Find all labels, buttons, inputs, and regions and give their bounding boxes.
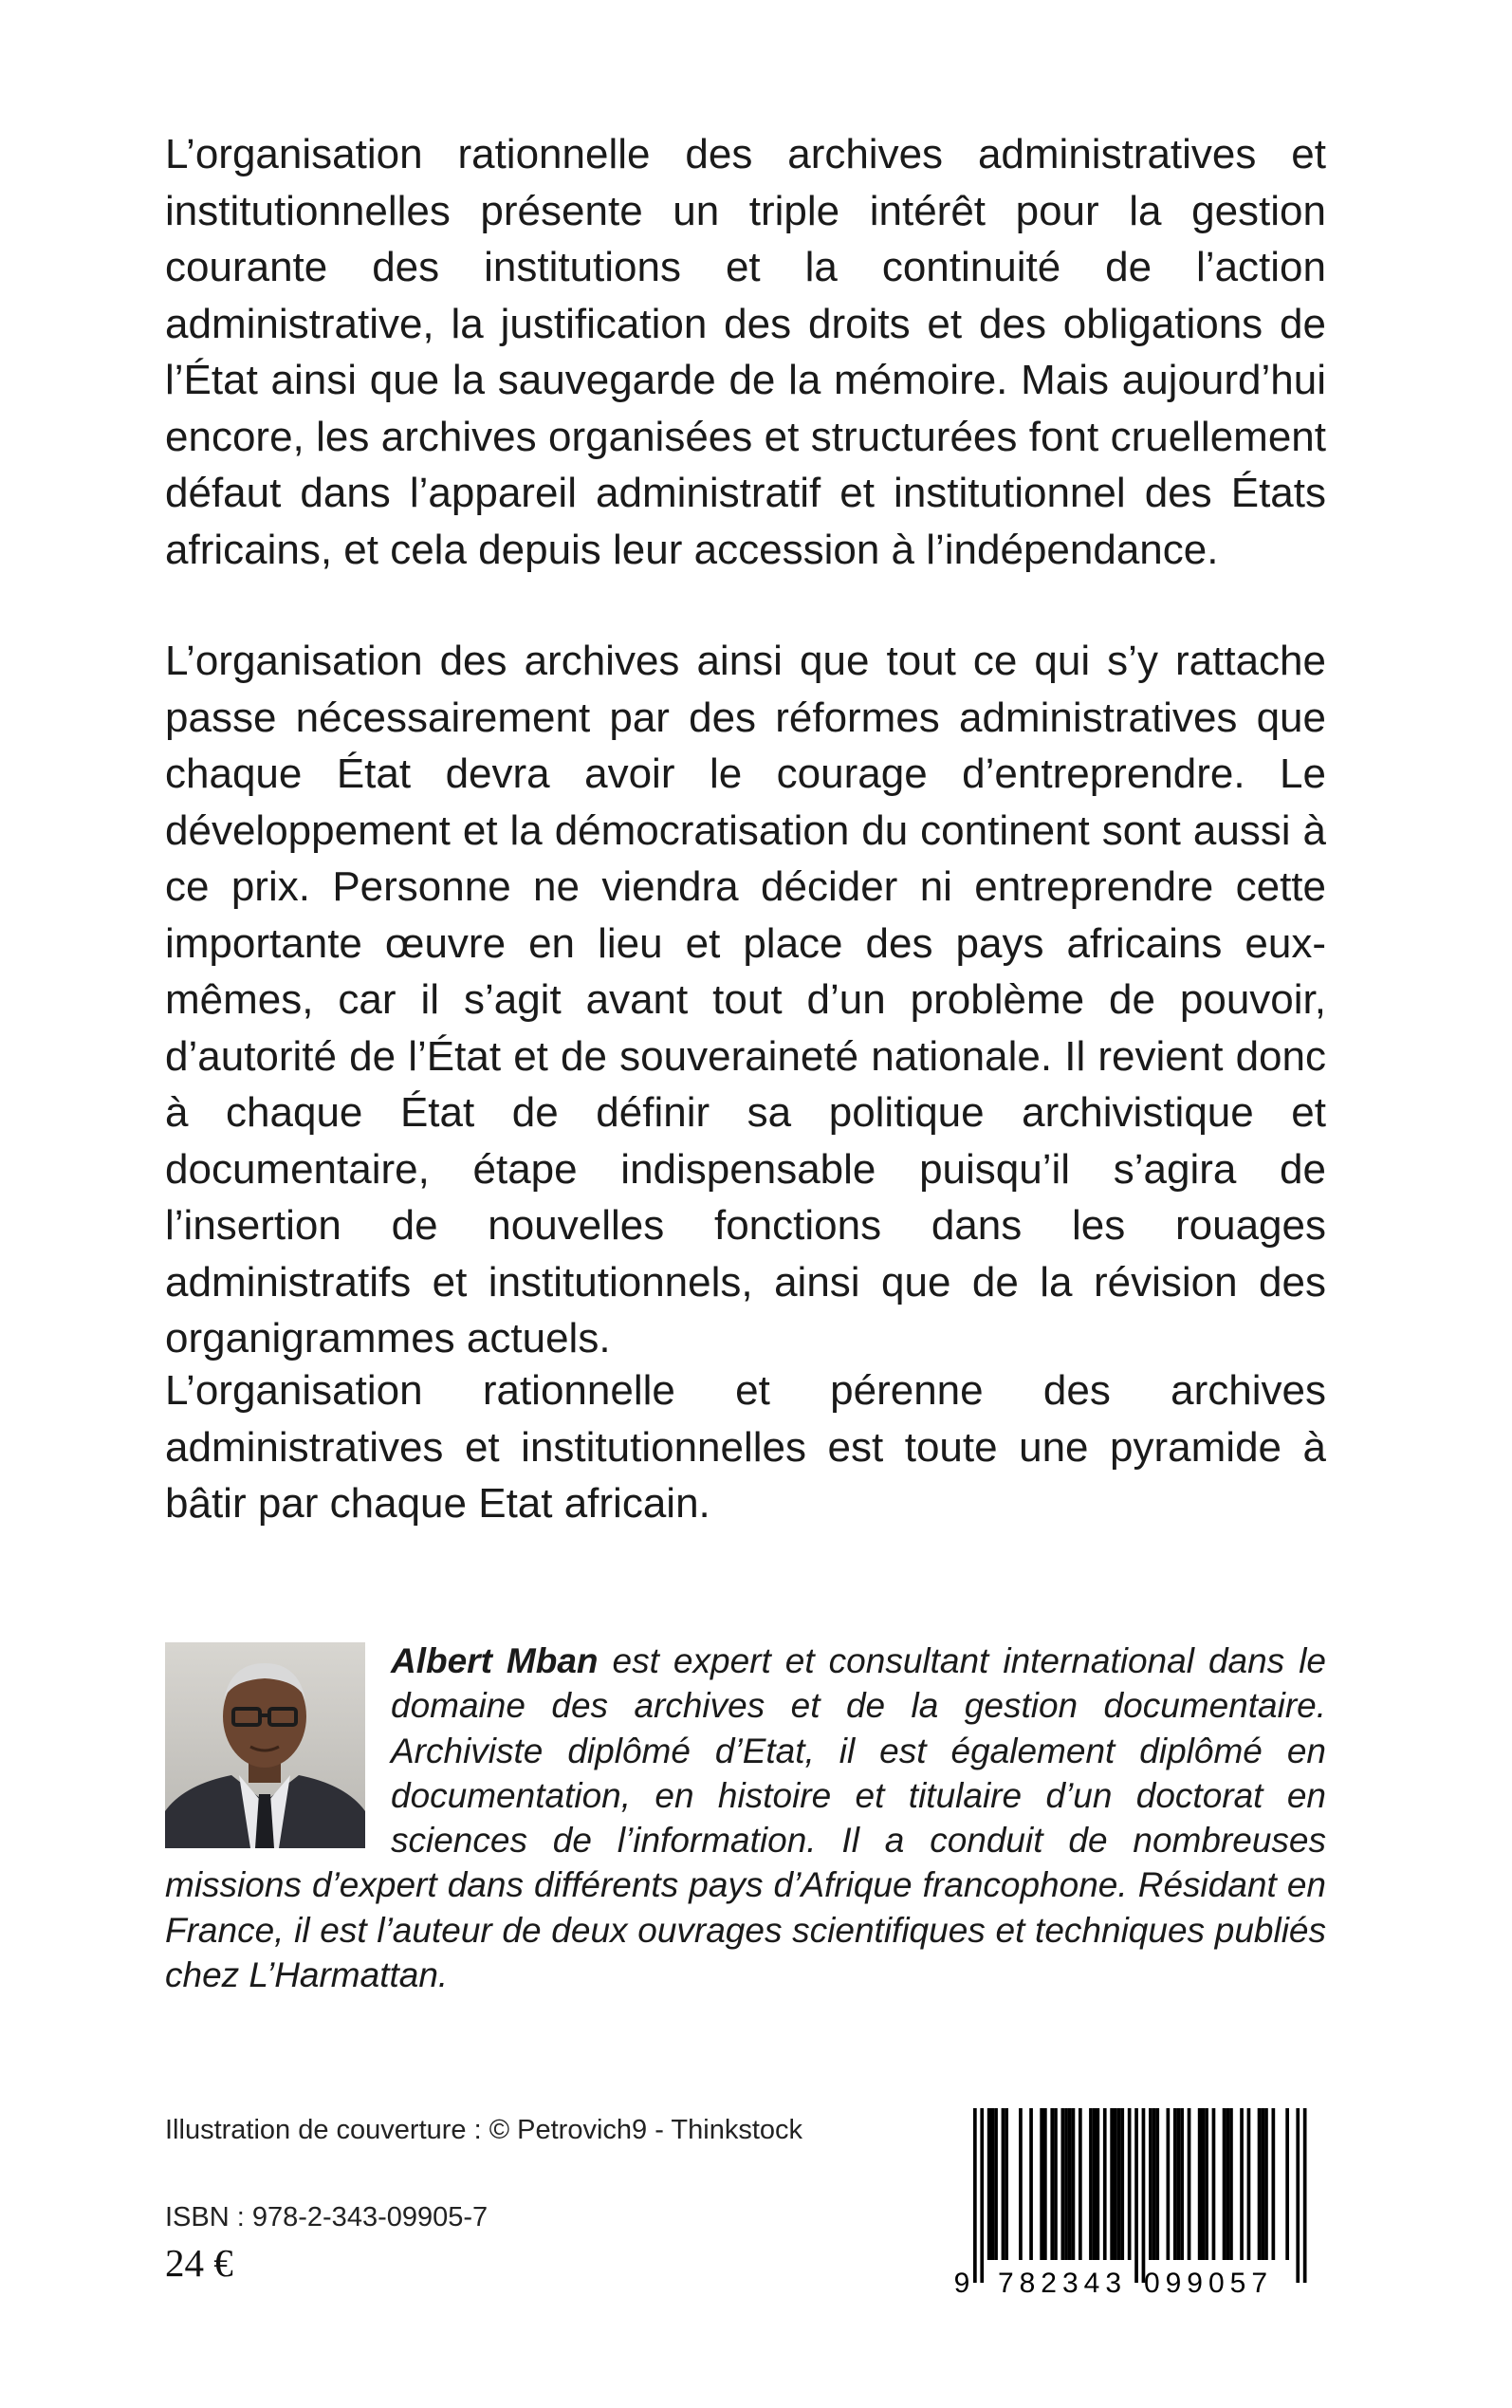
barcode-bar	[1103, 2108, 1107, 2260]
barcode-bar	[1089, 2108, 1093, 2260]
barcode-bar	[1097, 2108, 1100, 2260]
barcode-bar	[973, 2108, 977, 2283]
barcode-bar	[1240, 2108, 1244, 2260]
barcode-bar	[1019, 2108, 1023, 2260]
barcode-bar	[1173, 2108, 1177, 2260]
barcode-bar	[1029, 2108, 1033, 2260]
barcode-bar	[994, 2108, 998, 2260]
barcode-bar	[1142, 2108, 1146, 2283]
barcode-bar	[1093, 2108, 1097, 2260]
barcode-bar	[1061, 2108, 1065, 2260]
barcode-bar	[1264, 2108, 1268, 2260]
barcode-bar	[1064, 2108, 1068, 2260]
blurb-paragraph-1: L’organisation rationnelle des archives administratives et institutionnelles présente un triple intérêt pour la gestion courante des institutions et la continuité de l’action administrative, la justification des droits et des obligations de l’État ainsi que la sauvegarde de la mémoire. Mais aujourd’hui encore, les archives organisées et structurées font cruellement défaut dans l’appareil administratif et institutionnel des États africains, et cela depuis leur accession à l’indépendance.	[165, 131, 1326, 573]
price: 24 €	[165, 2241, 233, 2285]
barcode-bar	[1149, 2108, 1152, 2260]
isbn: ISBN : 978-2-343-09905-7	[165, 2202, 489, 2232]
barcode-bar	[1079, 2108, 1082, 2260]
barcode-bar	[1212, 2108, 1216, 2260]
barcode-bar	[987, 2108, 991, 2260]
barcode-bar	[1120, 2108, 1124, 2260]
barcode-bar	[1054, 2108, 1058, 2260]
barcode-bar	[1303, 2108, 1307, 2283]
barcode-bar	[1152, 2108, 1156, 2260]
author-bio	[165, 1639, 1326, 1997]
barcode-bar	[980, 2108, 984, 2283]
barcode-bar	[1202, 2108, 1206, 2260]
barcode-bar	[1072, 2108, 1076, 2260]
barcode-bar	[1110, 2108, 1114, 2260]
barcode-bar	[1002, 2108, 1005, 2260]
barcode-bar	[1188, 2108, 1191, 2260]
barcode-left-digits: 782343	[997, 2268, 1128, 2298]
barcode-bar	[1258, 2108, 1262, 2260]
barcode-bar	[1226, 2108, 1229, 2260]
barcode-bar	[1229, 2108, 1233, 2260]
barcode-bar	[1223, 2108, 1226, 2260]
barcode-first-digit: 9	[953, 2268, 970, 2298]
barcode-bar	[1114, 2108, 1117, 2260]
barcode-bar	[1180, 2108, 1184, 2260]
barcode-bar	[1128, 2108, 1132, 2260]
blurb-paragraph-2: L’organisation des archives ainsi que tout ce qui s’y rattache passe nécessairement par des réformes administratives que chaque État devra avoir le courage d’entreprendre. Le développement et la démocratisation du continent sont aussi à ce prix. Personne ne viendra décider ni entreprendre cette importante œuvre en lieu et place des pays africains eux-mêmes, car il s’agit avant tout d’un problème de pouvoir, d’autorité de l’État et de souveraineté nationale. Il revient donc à chaque État de définir sa politique archivistique et documentaire, étape indispensable puisqu’il s’agira de l’insertion de nouvelles fonctions dans les rouages administratifs et institutionnels, ainsi que de la révision des organigrammes actuels.	[165, 638, 1326, 1361]
illustration-credit: Illustration de couverture : © Petrovich9 - Thinkstock	[165, 2115, 803, 2145]
author-bio-text: est expert et consultant international dans le domaine des archives et de la gestion documentaire. Archiviste diplômé d’Etat, il est également diplômé en documentation, en histoire et titulaire d’un doctorat en sciences de l’information. Il a conduit de nombreuses missions d’expert dans différents pays d’Afrique francophone. Résidant en France, il est l’auteur de deux ouvrages scientifiques et techniques publiés chez L’Harmattan.	[165, 1641, 1327, 1995]
barcode-bar	[1285, 2108, 1289, 2260]
barcode-bar	[1272, 2108, 1276, 2260]
barcode-bar	[1247, 2108, 1251, 2260]
barcode-bar	[1005, 2108, 1008, 2260]
barcode-bar	[1043, 2108, 1047, 2260]
author-name: Albert Mban	[391, 1641, 599, 1680]
barcode-bar	[1205, 2108, 1208, 2260]
barcode-bar	[1198, 2108, 1202, 2260]
barcode-bar	[1177, 2108, 1181, 2260]
barcode	[950, 2108, 1313, 2298]
barcode-bar	[1261, 2108, 1264, 2260]
barcode-right-digits: 099057	[1143, 2268, 1274, 2298]
blurb-paragraph-3: L’organisation rationnelle et pérenne des archives administratives et institutionnelles est toute une pyramide à bâtir par chaque Etat africain.	[165, 1367, 1326, 1527]
barcode-bar	[991, 2108, 995, 2260]
barcode-bar	[1134, 2108, 1138, 2283]
barcode-bar	[1296, 2108, 1300, 2283]
barcode-bar	[1068, 2108, 1072, 2260]
barcode-bar	[1117, 2108, 1121, 2260]
barcode-bar	[1167, 2108, 1171, 2260]
barcode-bar	[1050, 2108, 1054, 2260]
barcode-bar	[1155, 2108, 1159, 2260]
barcode-bar	[1040, 2108, 1043, 2260]
